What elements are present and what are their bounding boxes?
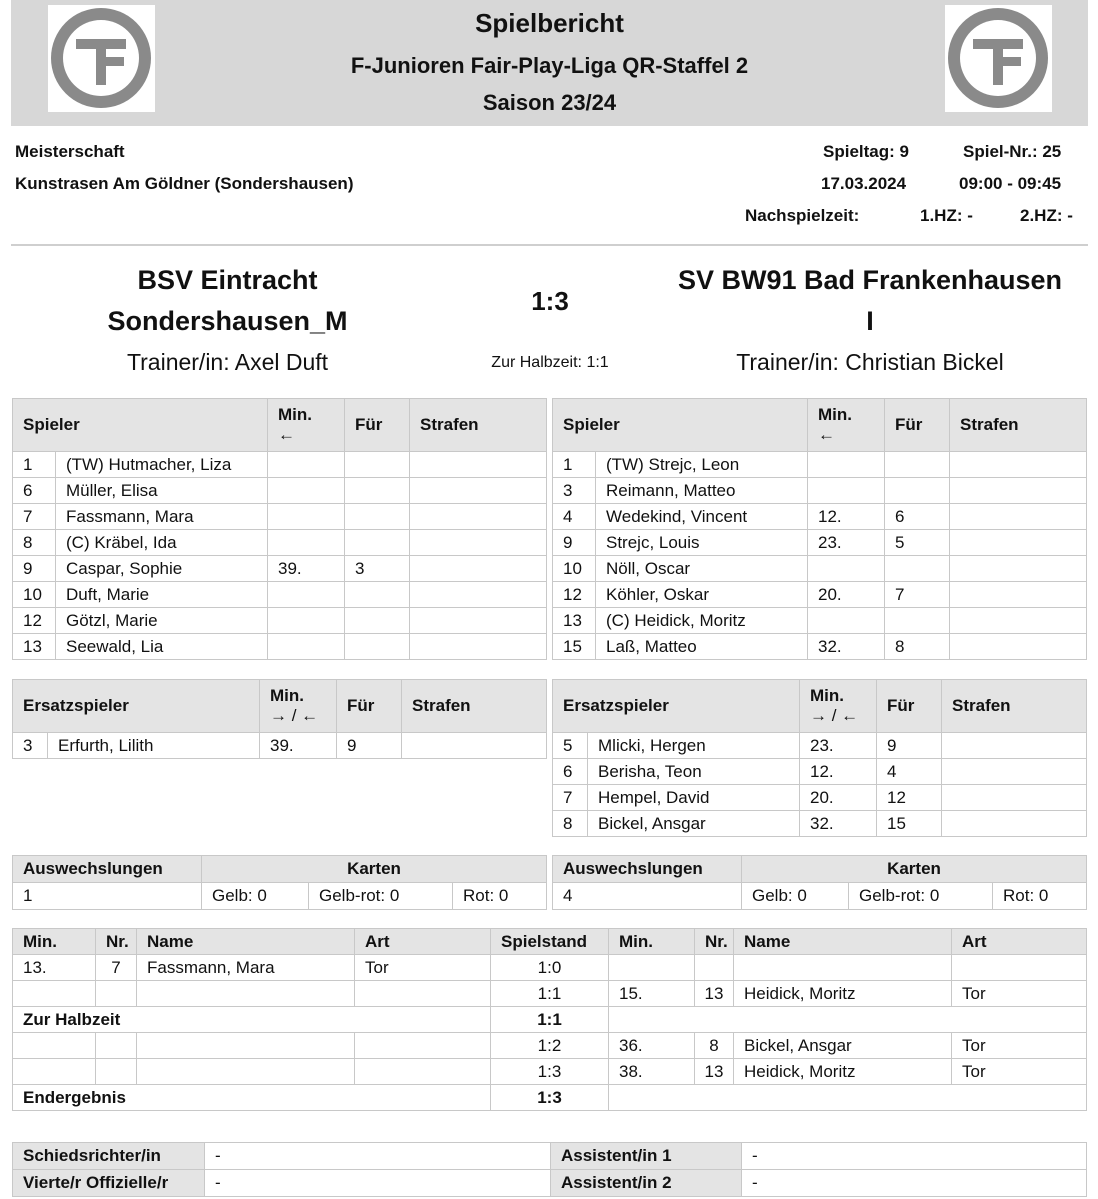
- player-number: 1: [13, 452, 56, 478]
- event-row: [13, 1059, 1087, 1085]
- player-name: Götzl, Marie: [56, 608, 268, 634]
- assistant2-value: -: [742, 1170, 1087, 1197]
- player-replaced: [885, 556, 950, 582]
- player-minute: [268, 530, 345, 556]
- player-number: 9: [13, 556, 56, 582]
- player-number: 9: [553, 530, 596, 556]
- subs-count: 1: [13, 883, 202, 910]
- player-number: 5: [553, 733, 588, 759]
- player-number: 10: [13, 582, 56, 608]
- player-replaced: 3: [345, 556, 410, 582]
- player-penalties: [950, 556, 1087, 582]
- away-event-name: Bickel, Ansgar: [734, 1033, 952, 1059]
- player-row: [13, 733, 547, 759]
- player-minute: 20.: [808, 582, 885, 608]
- player-replaced: [885, 608, 950, 634]
- col-home-min: Min.: [13, 929, 96, 955]
- assistant1-value: -: [742, 1143, 1087, 1170]
- away-event-name: Heidick, Moritz: [734, 981, 952, 1007]
- competition: Meisterschaft: [15, 142, 125, 161]
- player-minute: 23.: [800, 733, 877, 759]
- event-label: Endergebnis: [13, 1085, 491, 1111]
- player-penalties: [410, 504, 547, 530]
- player-name: Strejc, Louis: [596, 530, 808, 556]
- away-event-name: Heidick, Moritz: [734, 1059, 952, 1085]
- player-replaced: 12: [877, 785, 942, 811]
- player-name: Fassmann, Mara: [56, 504, 268, 530]
- away-event-number: 13: [695, 981, 734, 1007]
- away-cards-table: [552, 855, 1087, 910]
- event-score: 1:3: [491, 1085, 609, 1111]
- player-minute: 12.: [800, 759, 877, 785]
- col-min: Min. ←: [808, 399, 885, 452]
- event-row: [13, 981, 1087, 1007]
- player-row: [553, 785, 1087, 811]
- player-name: Erfurth, Lilith: [48, 733, 260, 759]
- player-penalties: [950, 582, 1087, 608]
- event-empty: [609, 1085, 1087, 1111]
- yellow-cards: Gelb: 0: [202, 883, 309, 910]
- player-number: 8: [553, 811, 588, 837]
- stoppage-1hz: 1.HZ: -: [920, 206, 973, 225]
- player-replaced: 4: [877, 759, 942, 785]
- event-summary-row: [13, 1085, 1087, 1111]
- col-strafen: Strafen: [410, 399, 547, 452]
- home-event-minute: [13, 1033, 96, 1059]
- referee-label: Schiedsrichter/in: [13, 1143, 205, 1170]
- player-number: 6: [553, 759, 588, 785]
- player-name: Duft, Marie: [56, 582, 268, 608]
- player-row: [553, 478, 1087, 504]
- player-number: 4: [553, 504, 596, 530]
- report-header: [11, 0, 1088, 126]
- player-row: [13, 608, 547, 634]
- player-name: Berisha, Teon: [588, 759, 800, 785]
- col-subs: Auswechslungen: [13, 856, 202, 883]
- col-fuer: Für: [877, 680, 942, 733]
- player-name: Bickel, Ansgar: [588, 811, 800, 837]
- col-away-min: Min.: [609, 929, 695, 955]
- player-row: [13, 504, 547, 530]
- player-number: 3: [13, 733, 48, 759]
- player-row: [553, 556, 1087, 582]
- home-event-name: [137, 981, 355, 1007]
- away-event-type: [952, 955, 1087, 981]
- tfv-logo-right: [945, 5, 1052, 112]
- col-score: Spielstand: [491, 929, 609, 955]
- player-row: [553, 582, 1087, 608]
- player-row: [553, 634, 1087, 660]
- red-cards: Rot: 0: [453, 883, 547, 910]
- player-name: Hempel, David: [588, 785, 800, 811]
- event-score: 1:3: [491, 1059, 609, 1085]
- col-home-nr: Nr.: [96, 929, 137, 955]
- player-row: [553, 811, 1087, 837]
- away-event-number: 8: [695, 1033, 734, 1059]
- red-cards: Rot: 0: [993, 883, 1087, 910]
- event-score: 1:1: [491, 981, 609, 1007]
- player-replaced: [345, 452, 410, 478]
- away-event-name: [734, 955, 952, 981]
- home-event-minute: [13, 1059, 96, 1085]
- col-player: Spieler: [13, 399, 268, 452]
- col-fuer: Für: [345, 399, 410, 452]
- report-title: Spielbericht: [475, 8, 624, 38]
- player-penalties: [410, 634, 547, 660]
- player-minute: [808, 556, 885, 582]
- player-replaced: 7: [885, 582, 950, 608]
- player-minute: 23.: [808, 530, 885, 556]
- player-replaced: [345, 582, 410, 608]
- event-score: 1:2: [491, 1033, 609, 1059]
- away-team-line1: SV BW91 Bad Frankenhausen: [677, 265, 1063, 295]
- player-number: 13: [553, 608, 596, 634]
- home-event-number: [96, 1059, 137, 1085]
- player-row: [13, 582, 547, 608]
- home-event-type: [355, 1033, 491, 1059]
- player-replaced: 9: [877, 733, 942, 759]
- player-penalties: [402, 733, 547, 759]
- col-min: Min. → / ←: [260, 680, 337, 733]
- col-min: Min. ←: [268, 399, 345, 452]
- away-lineup-table: [552, 398, 1087, 660]
- player-penalties: [950, 608, 1087, 634]
- player-name: Nöll, Oscar: [596, 556, 808, 582]
- player-penalties: [942, 811, 1087, 837]
- home-event-minute: 13.: [13, 955, 96, 981]
- player-replaced: [885, 452, 950, 478]
- player-row: [553, 733, 1087, 759]
- player-minute: 39.: [268, 556, 345, 582]
- away-team-name: [650, 260, 1090, 342]
- yellow-cards: Gelb: 0: [742, 883, 849, 910]
- player-penalties: [950, 530, 1087, 556]
- player-minute: [808, 608, 885, 634]
- player-row: [13, 556, 547, 582]
- player-row: [553, 530, 1087, 556]
- player-replaced: [885, 478, 950, 504]
- player-minute: 20.: [800, 785, 877, 811]
- home-subs-table: [12, 679, 547, 759]
- event-row: [13, 955, 1087, 981]
- event-empty: [609, 1007, 1087, 1033]
- away-subs-table: [552, 679, 1087, 837]
- player-penalties: [950, 478, 1087, 504]
- home-event-number: 7: [96, 955, 137, 981]
- home-team-line2: Sondershausen_M: [107, 306, 348, 336]
- col-home-art: Art: [355, 929, 491, 955]
- match-time: 09:00 - 09:45: [959, 174, 1062, 193]
- player-row: [553, 452, 1087, 478]
- yellow-red-cards: Gelb-rot: 0: [309, 883, 453, 910]
- player-name: Köhler, Oskar: [596, 582, 808, 608]
- player-number: 12: [13, 608, 56, 634]
- player-name: (TW) Hutmacher, Liza: [56, 452, 268, 478]
- player-penalties: [950, 452, 1087, 478]
- player-number: 10: [553, 556, 596, 582]
- player-name: Seewald, Lia: [56, 634, 268, 660]
- home-event-type: [355, 1059, 491, 1085]
- officials-table: [12, 1142, 1087, 1197]
- player-minute: [808, 478, 885, 504]
- home-team-line1: BSV Eintracht: [137, 265, 318, 295]
- away-event-type: Tor: [952, 981, 1087, 1007]
- home-event-type: Tor: [355, 955, 491, 981]
- col-min: Min. → / ←: [800, 680, 877, 733]
- home-cards-table: [12, 855, 547, 910]
- away-event-type: Tor: [952, 1059, 1087, 1085]
- halftime-score: Zur Halbzeit: 1:1: [491, 354, 609, 371]
- col-strafen: Strafen: [950, 399, 1087, 452]
- player-replaced: 6: [885, 504, 950, 530]
- player-penalties: [410, 452, 547, 478]
- player-name: (C) Heidick, Moritz: [596, 608, 808, 634]
- col-cards: Karten: [202, 856, 547, 883]
- player-penalties: [950, 504, 1087, 530]
- away-team-line2: I: [866, 306, 874, 336]
- away-trainer: Trainer/in: Christian Bickel: [736, 349, 1004, 375]
- player-name: Caspar, Sophie: [56, 556, 268, 582]
- col-player: Spieler: [553, 399, 808, 452]
- player-penalties: [410, 478, 547, 504]
- player-minute: [268, 634, 345, 660]
- player-number: 12: [553, 582, 596, 608]
- away-event-minute: [609, 955, 695, 981]
- col-strafen: Strafen: [942, 680, 1087, 733]
- col-strafen: Strafen: [402, 680, 547, 733]
- player-row: [13, 478, 547, 504]
- player-replaced: [345, 530, 410, 556]
- player-name: Reimann, Matteo: [596, 478, 808, 504]
- player-minute: 39.: [260, 733, 337, 759]
- col-away-name: Name: [734, 929, 952, 955]
- home-event-number: [96, 1033, 137, 1059]
- stoppage-2hz: 2.HZ: -: [1020, 206, 1073, 225]
- home-team-name: [60, 260, 395, 342]
- matchday: Spieltag: 9: [823, 142, 909, 161]
- player-replaced: [345, 478, 410, 504]
- yellow-red-cards: Gelb-rot: 0: [849, 883, 993, 910]
- player-name: Müller, Elisa: [56, 478, 268, 504]
- player-row: [13, 634, 547, 660]
- player-replaced: 5: [885, 530, 950, 556]
- player-penalties: [942, 785, 1087, 811]
- final-score: 1:3: [531, 286, 569, 316]
- league-name: F-Junioren Fair-Play-Liga QR-Staffel 2: [350, 53, 749, 78]
- player-name: Mlicki, Hergen: [588, 733, 800, 759]
- player-number: 7: [13, 504, 56, 530]
- fourth-official-value: -: [205, 1170, 551, 1197]
- event-label: Zur Halbzeit: [13, 1007, 491, 1033]
- stoppage-label: Nachspielzeit:: [745, 206, 860, 225]
- player-replaced: [345, 608, 410, 634]
- assistant1-label: Assistent/in 1: [551, 1143, 742, 1170]
- player-minute: [268, 582, 345, 608]
- player-number: 1: [553, 452, 596, 478]
- player-minute: [808, 452, 885, 478]
- event-score: 1:0: [491, 955, 609, 981]
- player-penalties: [410, 530, 547, 556]
- home-event-type: [355, 981, 491, 1007]
- player-name: Laß, Matteo: [596, 634, 808, 660]
- player-minute: [268, 452, 345, 478]
- player-number: 13: [13, 634, 56, 660]
- home-event-number: [96, 981, 137, 1007]
- col-away-nr: Nr.: [695, 929, 734, 955]
- player-minute: 32.: [808, 634, 885, 660]
- player-name: (TW) Strejc, Leon: [596, 452, 808, 478]
- col-subs: Auswechslungen: [553, 856, 742, 883]
- match-date: 17.03.2024: [821, 174, 907, 193]
- player-replaced: [345, 504, 410, 530]
- player-penalties: [410, 582, 547, 608]
- col-cards: Karten: [742, 856, 1087, 883]
- event-score: 1:1: [491, 1007, 609, 1033]
- away-event-minute: 36.: [609, 1033, 695, 1059]
- col-fuer: Für: [337, 680, 402, 733]
- player-replaced: 15: [877, 811, 942, 837]
- player-penalties: [410, 556, 547, 582]
- player-penalties: [950, 634, 1087, 660]
- player-replaced: [345, 634, 410, 660]
- event-summary-row: [13, 1007, 1087, 1033]
- venue: Kunstrasen Am Göldner (Sondershausen): [15, 174, 354, 193]
- col-fuer: Für: [885, 399, 950, 452]
- home-trainer: Trainer/in: Axel Duft: [126, 349, 329, 375]
- season: Saison 23/24: [482, 90, 617, 115]
- player-penalties: [942, 759, 1087, 785]
- away-event-number: 13: [695, 1059, 734, 1085]
- away-event-minute: 15.: [609, 981, 695, 1007]
- player-replaced: 9: [337, 733, 402, 759]
- events-table: [12, 928, 1087, 1111]
- away-event-type: Tor: [952, 1033, 1087, 1059]
- player-row: [13, 452, 547, 478]
- player-number: 8: [13, 530, 56, 556]
- player-row: [553, 504, 1087, 530]
- player-number: 6: [13, 478, 56, 504]
- event-row: [13, 1033, 1087, 1059]
- player-name: Wedekind, Vincent: [596, 504, 808, 530]
- subs-count: 4: [553, 883, 742, 910]
- player-name: (C) Kräbel, Ida: [56, 530, 268, 556]
- divider: [11, 244, 1088, 246]
- player-minute: [268, 478, 345, 504]
- home-lineup-table: [12, 398, 547, 660]
- col-home-name: Name: [137, 929, 355, 955]
- col-sub-player: Ersatzspieler: [553, 680, 800, 733]
- col-away-art: Art: [952, 929, 1087, 955]
- match-number: Spiel-Nr.: 25: [963, 142, 1062, 161]
- assistant2-label: Assistent/in 2: [551, 1170, 742, 1197]
- home-event-name: Fassmann, Mara: [137, 955, 355, 981]
- referee-value: -: [205, 1143, 551, 1170]
- player-minute: 32.: [800, 811, 877, 837]
- player-row: [553, 759, 1087, 785]
- home-event-name: [137, 1059, 355, 1085]
- away-event-minute: 38.: [609, 1059, 695, 1085]
- player-number: 3: [553, 478, 596, 504]
- player-row: [553, 608, 1087, 634]
- player-penalties: [942, 733, 1087, 759]
- player-row: [13, 530, 547, 556]
- fourth-official-label: Vierte/r Offizielle/r: [13, 1170, 205, 1197]
- away-event-number: [695, 955, 734, 981]
- home-event-minute: [13, 981, 96, 1007]
- player-minute: 12.: [808, 504, 885, 530]
- player-penalties: [410, 608, 547, 634]
- player-minute: [268, 504, 345, 530]
- player-number: 15: [553, 634, 596, 660]
- player-number: 7: [553, 785, 588, 811]
- player-minute: [268, 608, 345, 634]
- home-event-name: [137, 1033, 355, 1059]
- player-replaced: 8: [885, 634, 950, 660]
- col-sub-player: Ersatzspieler: [13, 680, 260, 733]
